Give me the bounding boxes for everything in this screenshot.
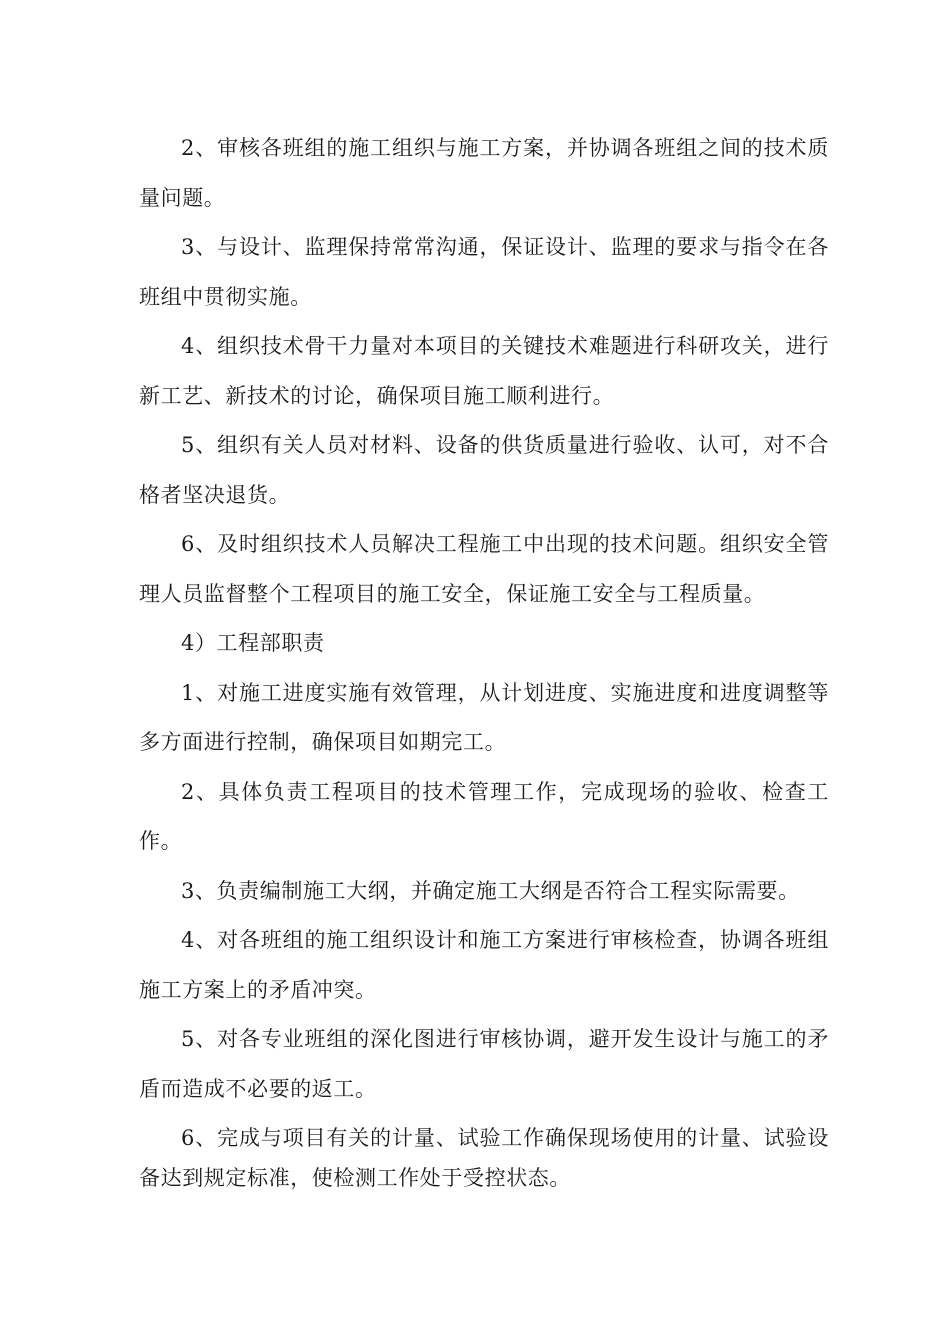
- paragraph-organization-design-review: 4、对各班组的施工组织设计和施工方案进行审核检查，协调各班组施工方案上的矛盾冲突。: [139, 928, 829, 1002]
- paragraph-design-supervision-communication: 3、与设计、监理保持常常沟通，保证设计、监理的要求与指令在各班组中贯彻实施。: [139, 235, 829, 309]
- document-body: [139, 124, 829, 1198]
- paragraph-technical-management: 2、具体负责工程项目的技术管理工作，完成现场的验收、检查工作。: [139, 779, 829, 853]
- paragraph-construction-outline: 3、负责编制施工大纲，并确定施工大纲是否符合工程实际需要。: [181, 878, 800, 903]
- paragraph-material-acceptance: 5、组织有关人员对材料、设备的供货质量进行验收、认可，对不合格者坚决退货。: [139, 433, 829, 507]
- paragraph-schedule-management: 1、对施工进度实施有效管理，从计划进度、实施进度和进度调整等多方面进行控制，确保项目如期完工。: [139, 680, 829, 754]
- section-heading-engineering-duties: 4）工程部职责: [181, 631, 325, 655]
- paragraph-technical-research: 4、组织技术骨干力量对本项目的关键技术难题进行科研攻关，进行新工艺、新技术的讨论，确保项目施工顺利进行。: [139, 334, 829, 408]
- paragraph-detailed-drawing-review: 5、对各专业班组的深化图进行审核协调，避开发生设计与施工的矛盾而造成不必要的返工。: [139, 1027, 829, 1101]
- paragraph-review-team-plans: 2、审核各班组的施工组织与施工方案，并协调各班组之间的技术质量问题。: [139, 136, 829, 210]
- paragraph-measurement-testing: 6、完成与项目有关的计量、试验工作确保现场使用的计量、试验设备达到规定标准，使检测工作处于受控状态。: [139, 1126, 829, 1190]
- paragraph-technical-problem-solving: 6、及时组织技术人员解决工程施工中出现的技术问题。组织安全管理人员监督整个工程项目的施工安全，保证施工安全与工程质量。: [139, 532, 829, 606]
